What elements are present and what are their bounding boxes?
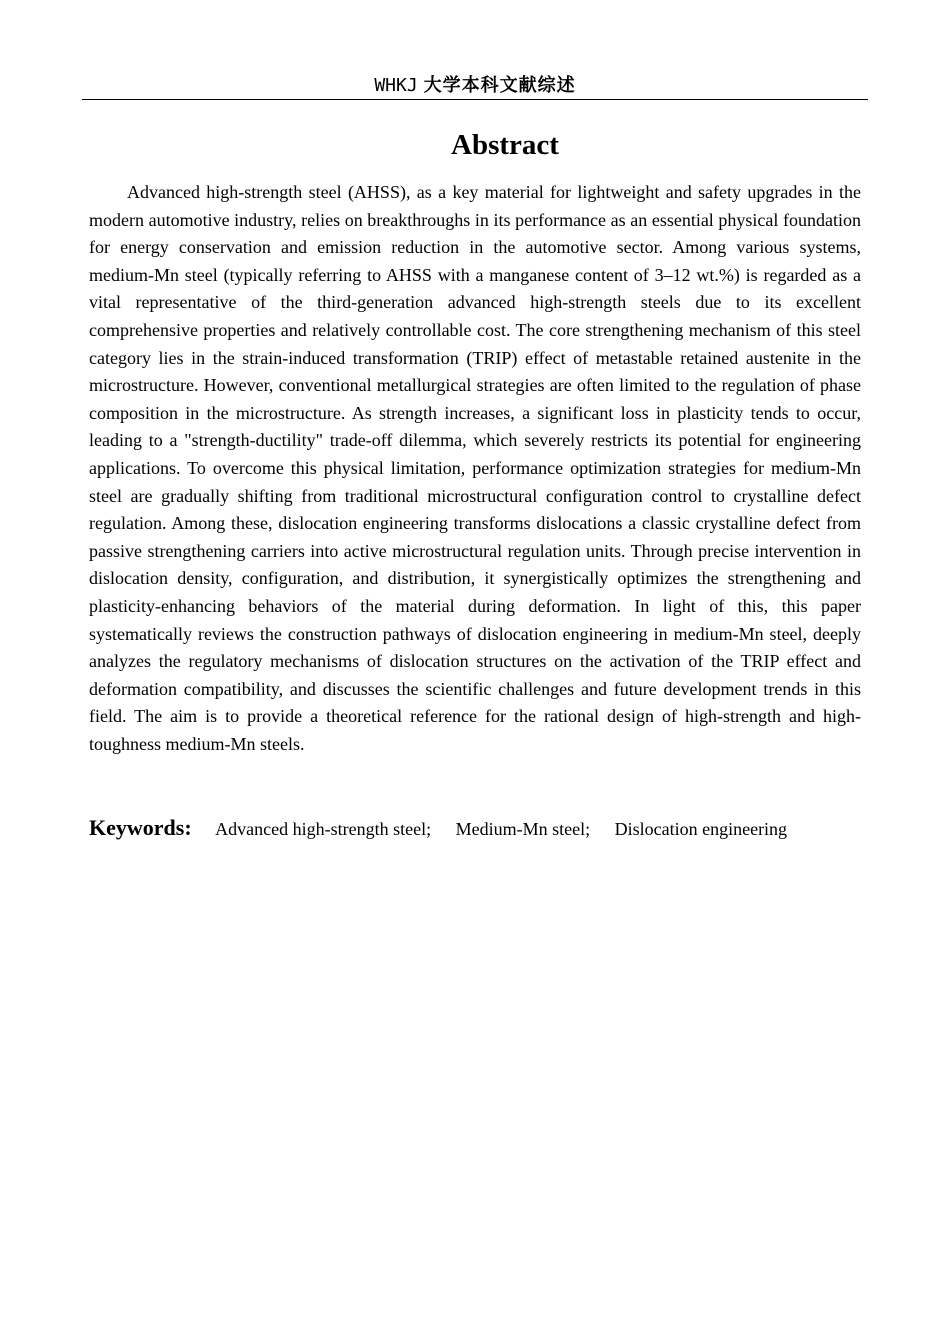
keywords-label: Keywords: xyxy=(89,815,192,840)
keyword-item: Medium-Mn steel; xyxy=(455,819,591,839)
keyword-item: Dislocation engineering xyxy=(614,819,788,839)
page-header xyxy=(82,72,868,100)
header-title: 大学本科文献综述 xyxy=(423,75,576,96)
abstract-title: Abstract xyxy=(451,129,559,161)
abstract-body: Advanced high-strength steel (AHSS), as a key material for lightweight and safety upgrades in the modern automotive industry, relies on breakthroughs in its performance as an essential physical foundation for energy conservation and emission reduction in the automotive sector. Among various systems, medium-Mn steel (typically referring to AHSS with a manganese content of 3–12 wt.%) is regarded as a vital representative of the third-generation advanced high-strength steels due to its excellent comprehensive properties and relatively controllable cost. The core strengthening mechanism of this steel category lies in the strain-induced transformation (TRIP) effect of metastable retained austenite in the microstructure. However, conventional metallurgical strategies are often limited to the regulation of phase composition in the microstructure. As strength increases, a significant loss in plasticity tends to occur, leading to a "strength-ductility" trade-off dilemma, which severely restricts its potential for engineering applications. To overcome this physical limitation, performance optimization strategies for medium-Mn steel are gradually shifting from traditional microstructural configuration control to crystalline defect regulation. Among these, dislocation engineering transforms dislocations a classic crystalline defect from passive strengthening carriers into active microstructural regulation units. Through precise intervention in dislocation density, configuration, and distribution, it synergistically optimizes the strengthening and plasticity-enhancing behaviors of the material during deformation. In light of this, this paper systematically reviews the construction pathways of dislocation engineering in medium-Mn steel, deeply analyzes the regulatory mechanisms of dislocation structures on the activation of the TRIP effect and deformation compatibility, and discusses the scientific challenges and future development trends in this field. The aim is to provide a theoretical reference for the rational design of high-strength and high-toughness medium-Mn steels. xyxy=(89,182,861,754)
keyword-item: Advanced high-strength steel; xyxy=(215,819,432,839)
keywords-section xyxy=(89,812,861,845)
header-code: WHKJ xyxy=(374,75,418,96)
